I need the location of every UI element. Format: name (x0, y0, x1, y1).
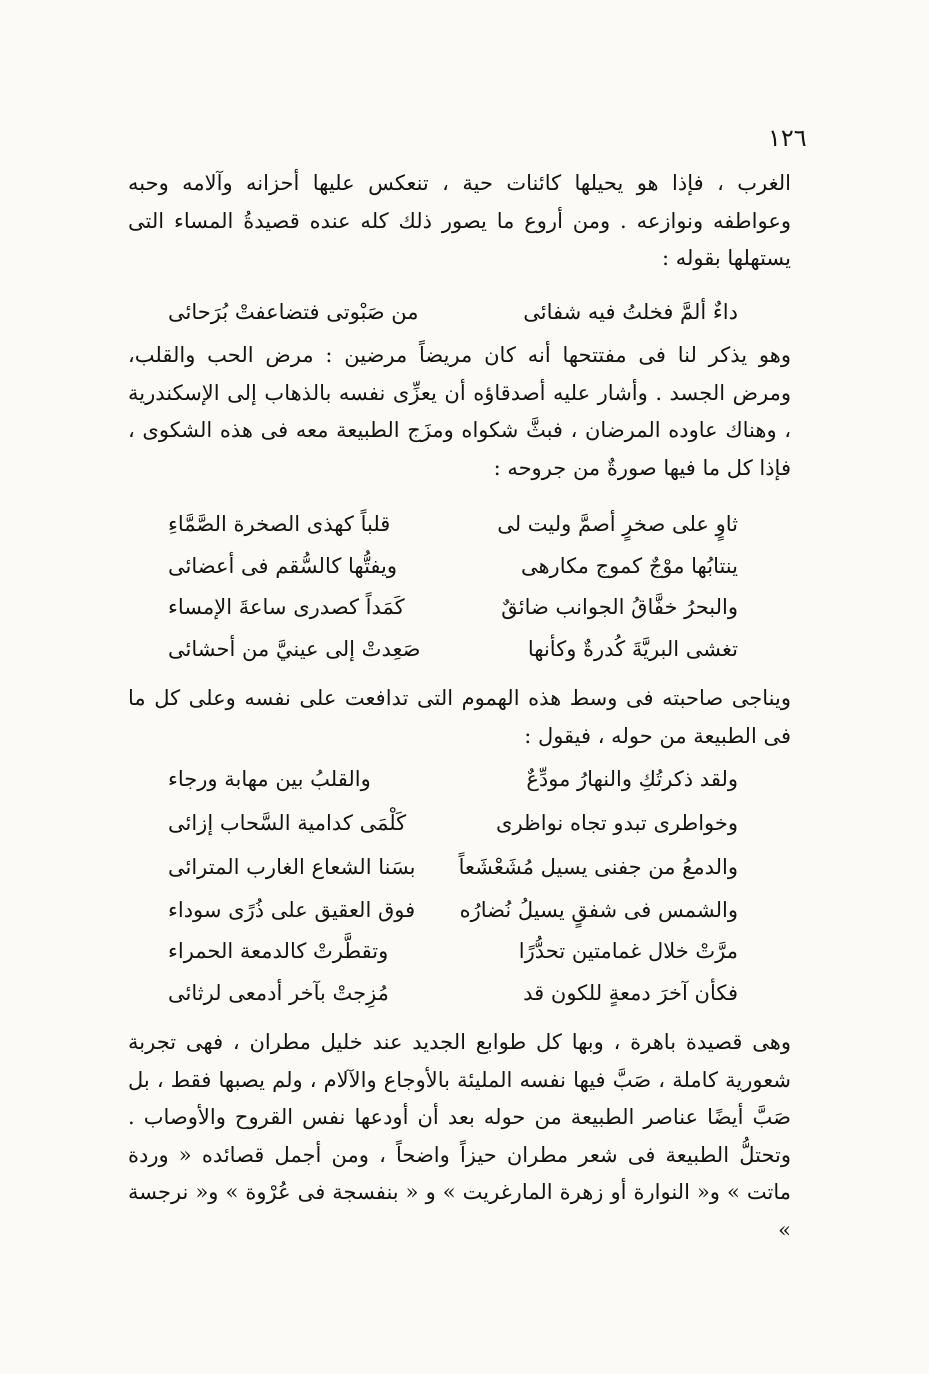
verse-second-hemistich: صَعِدتْ إلى عينيَّ من أحشائى (168, 637, 421, 661)
verse-line (168, 512, 738, 552)
verse-second-hemistich: من صَبْوتى فتضاعفتْ بُرَحائى (168, 300, 419, 324)
verse-line (168, 637, 738, 677)
verse-line (168, 767, 738, 807)
verse-second-hemistich: مُزِجتْ بآخر أدمعى لرثائى (168, 981, 389, 1005)
verse-line (168, 811, 738, 851)
verse-first-hemistich: فكأن آخرَ دمعةٍ للكون قد (523, 981, 738, 1005)
verse-second-hemistich: بسَنا الشعاع الغارب المترائى (168, 855, 416, 879)
verse-first-hemistich: والبحرُ خفَّاقُ الجوانب ضائقٌ (501, 595, 738, 619)
verse-first-hemistich: تغشى البريَّةَ كُدرةٌ وكأنها (527, 637, 738, 661)
verse-first-hemistich: ولقد ذكرتُكِ والنهارُ مودِّعٌ (526, 767, 738, 791)
verse-first-hemistich: داءٌ ألمَّ فخلتُ فيه شفائى (523, 300, 738, 324)
verse-second-hemistich: كَمَداً كصدرى ساعةَ الإمساء (168, 595, 405, 619)
verse-first-hemistich: ثاوٍ على صخرٍ أصمَّ وليت لى (497, 512, 738, 536)
verse-second-hemistich: فوق العقيق على ذُرًى سوداء (168, 898, 416, 922)
verse-second-hemistich: قلباً كهذى الصخرة الصَّمَّاءِ (168, 512, 391, 536)
verse-second-hemistich: والقلبُ بين مهابة ورجاء (168, 767, 371, 791)
verse-second-hemistich: كَلْمَى كدامية السَّحاب إزائى (168, 811, 407, 835)
verse-line (168, 855, 738, 895)
verse-second-hemistich: وتقطَّرتْ كالدمعة الحمراء (168, 939, 389, 963)
paragraph-2: وهو يذكر لنا فى مفتتحها أنه كان مريضاً مرضين : مرض الحب والقلب، ومرض الجسد . وأشار عليه أصدقاؤه أن يعزِّى نفسه بالذهاب إلى الإسكندرية ، وهناك عاوده المرضان ، فبثَّ شكواه ومزَج الطبيعة معه فى هذه الشكوى ، فإذا كل ما فيها صورةٌ من جروحه : (128, 343, 791, 480)
verse-line (168, 939, 738, 979)
paragraph-1: الغرب ، فإذا هو يحيلها كائنات حية ، تنعكس عليها أحزانه وآلامه وحبه وعواطفه ونوازعه . ومن أروع ما يصور ذلك كله عنده قصيدةُ المساء التى يستهلها بقوله : (128, 171, 791, 270)
paragraph-4: وهى قصيدة باهرة ، وبها كل طوابع الجديد عند خليل مطران ، فهى تجربة شعورية كاملة ، صَبَّ فيها نفسه المليئة بالأوجاع والآلام ، ولم يصبها فقط ، بل صَبَّ أيضًا عناصر الطبيعة من حوله بعد أن أودعها نفس القروح والأوصاب . وتحتلُّ الطبيعة فى شعر مطران حيزاً واضحاً ، ومن أجمل قصائده « وردة ماتت » و« النوارة أو زهرة المارغريت » و « بنفسجة فى عُرْوة » و« نرجسة » (128, 1030, 791, 1242)
verse-second-hemistich: ويفتُّها كالسُّقم فى أعضائى (168, 554, 398, 578)
verse-line (168, 554, 738, 594)
verse-line (168, 595, 738, 635)
verse-line (168, 300, 738, 340)
verse-line (168, 898, 738, 938)
verse-first-hemistich: والشمس فى شفقٍ يسيلُ نُضارُه (459, 898, 738, 922)
verse-first-hemistich: والدمعُ من جفنى يسيل مُشَعْشَعاً (458, 855, 738, 879)
paragraph-3: ويناجى صاحبته فى وسط هذه الهموم التى تدافعت على نفسه وعلى كل ما فى الطبيعة من حوله ، فيقول : (128, 686, 791, 748)
page-number: ١٢٦ (768, 124, 807, 152)
verse-first-hemistich: ينتابُها موْجٌ كموج مكارهى (520, 554, 738, 578)
verse-line (168, 981, 738, 1021)
verse-first-hemistich: مرَّتْ خلال غمامتين تحدُّرًا (518, 939, 738, 963)
verse-first-hemistich: وخواطرى تبدو تجاه نواظرى (496, 811, 738, 835)
